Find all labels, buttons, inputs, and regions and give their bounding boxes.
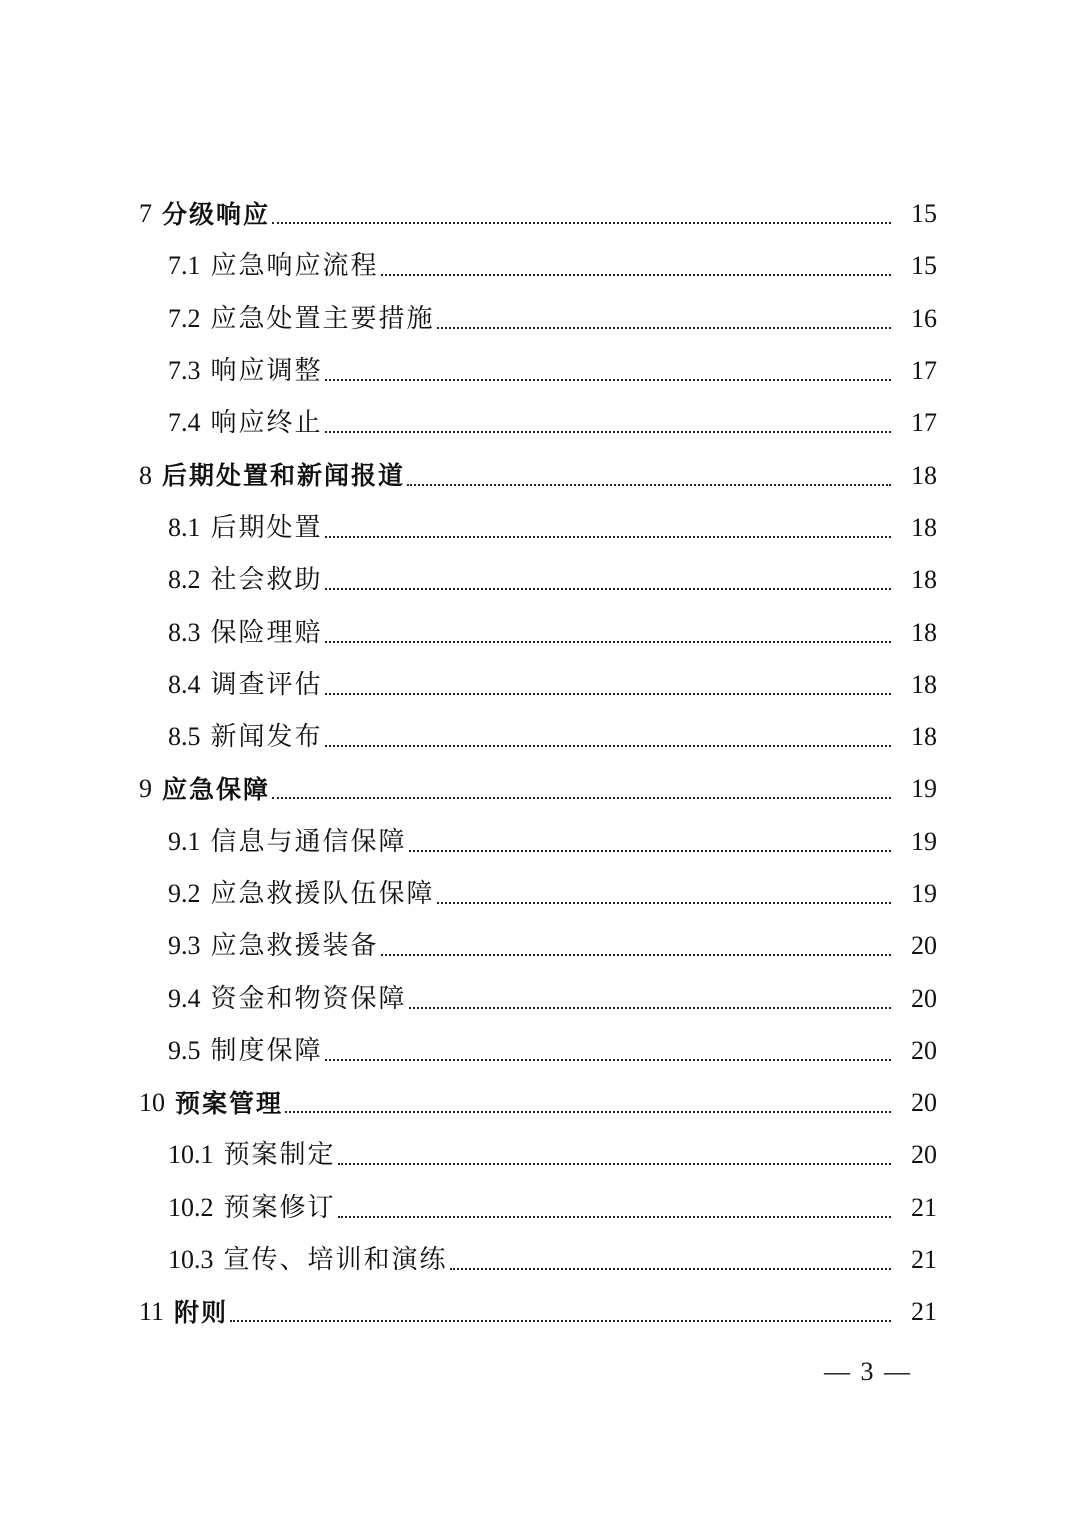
toc-entry[interactable] (0, 240, 1074, 292)
toc-entry-title: 新闻发布 (210, 722, 323, 752)
toc-entry-number: 7.3 (168, 356, 201, 386)
toc-entry-number: 10 (139, 1088, 165, 1118)
toc-entry[interactable] (0, 1182, 1074, 1234)
toc-entry-page: 19 (911, 879, 937, 908)
toc-entry-page: 18 (911, 460, 937, 490)
toc-entry-title: 资金和物资保障 (210, 983, 407, 1013)
toc-entry-title: 保险理赔 (210, 617, 323, 647)
toc-entry-number: 8.4 (168, 669, 201, 699)
toc-dot-leader (338, 1143, 891, 1165)
toc-entry-page: 18 (911, 722, 937, 752)
toc-dot-leader (338, 1196, 891, 1218)
toc-entry-number: 9 (139, 774, 152, 804)
toc-entry-number: 9.4 (168, 983, 201, 1013)
toc-entry-page: 20 (911, 1035, 937, 1065)
toc-entry[interactable] (0, 1077, 1074, 1129)
toc-entry-page: 16 (911, 303, 937, 333)
toc-entry[interactable] (0, 1129, 1074, 1181)
toc-entry-title: 应急救援装备 (210, 931, 379, 961)
toc-entry[interactable] (0, 606, 1074, 658)
toc-entry[interactable] (0, 711, 1074, 763)
page-number: — 3 — (824, 1357, 912, 1386)
toc-dot-leader (325, 411, 891, 433)
toc-entry-page: 15 (911, 251, 937, 281)
toc-entry-title: 信息与通信保障 (210, 826, 407, 856)
toc-entry-page: 19 (911, 826, 937, 856)
toc-dot-leader (325, 516, 891, 538)
toc-dot-leader (325, 725, 891, 747)
toc-dot-leader (230, 1300, 891, 1322)
toc-dot-leader (381, 934, 891, 956)
toc-dot-leader (437, 882, 891, 904)
toc-entry-page: 20 (911, 1140, 937, 1170)
toc-entry-page: 15 (911, 199, 937, 229)
toc-entry-page: 19 (911, 774, 937, 804)
toc-entry-page: 17 (911, 356, 937, 386)
toc-entry[interactable] (0, 397, 1074, 449)
table-of-contents (0, 188, 1074, 1339)
toc-entry[interactable] (0, 345, 1074, 397)
toc-dot-leader (381, 254, 891, 276)
toc-entry-title: 预案管理 (175, 1088, 284, 1118)
toc-entry[interactable] (0, 554, 1074, 606)
toc-entry-title: 响应终止 (210, 408, 323, 438)
toc-entry-number: 8 (139, 460, 152, 490)
toc-entry-number: 10.3 (168, 1245, 214, 1275)
toc-entry-title: 制度保障 (210, 1035, 323, 1065)
toc-entry-title: 附则 (174, 1297, 229, 1327)
toc-entry[interactable] (0, 972, 1074, 1024)
toc-entry-page: 20 (911, 1088, 937, 1118)
toc-entry-number: 7.4 (168, 408, 201, 438)
toc-entry[interactable] (0, 1025, 1074, 1077)
toc-entry-number: 8.2 (168, 565, 201, 595)
toc-dot-leader (285, 1091, 891, 1113)
toc-dot-leader (409, 830, 891, 852)
toc-entry[interactable] (0, 763, 1074, 815)
toc-entry-page: 17 (911, 408, 937, 438)
toc-entry-page: 20 (911, 983, 937, 1013)
toc-dot-leader (325, 359, 891, 381)
toc-entry-page: 21 (911, 1192, 937, 1222)
toc-dot-leader (272, 202, 891, 224)
toc-dot-leader (325, 673, 891, 695)
toc-entry-number: 7.1 (168, 251, 201, 281)
toc-entry-page: 20 (911, 931, 937, 961)
toc-entry-title: 社会救助 (210, 565, 323, 595)
toc-entry-title: 应急救援队伍保障 (210, 879, 435, 908)
toc-entry-title: 预案制定 (223, 1140, 336, 1170)
toc-entry-number: 10.1 (168, 1140, 214, 1170)
toc-entry-title: 分级响应 (162, 199, 271, 229)
toc-entry-number: 8.1 (168, 512, 201, 542)
toc-entry-number: 9.5 (168, 1035, 201, 1065)
toc-entry[interactable] (0, 1234, 1074, 1286)
toc-entry[interactable] (0, 449, 1074, 501)
toc-entry[interactable] (0, 188, 1074, 240)
toc-entry-title: 宣传、培训和演练 (223, 1245, 448, 1275)
toc-entry-page: 21 (911, 1297, 937, 1327)
toc-entry[interactable] (0, 1286, 1074, 1338)
toc-dot-leader (325, 621, 891, 643)
toc-entry[interactable] (0, 659, 1074, 711)
toc-dot-leader (325, 568, 891, 590)
toc-entry-number: 8.3 (168, 617, 201, 647)
toc-entry-title: 后期处置和新闻报道 (162, 461, 406, 491)
toc-entry-number: 9.3 (168, 931, 201, 961)
toc-dot-leader (450, 1248, 891, 1270)
toc-entry-title: 预案修订 (223, 1192, 336, 1222)
toc-entry-page: 18 (911, 617, 937, 647)
toc-dot-leader (325, 1039, 891, 1061)
toc-entry-title: 应急处置主要措施 (210, 303, 435, 333)
toc-entry[interactable] (0, 920, 1074, 972)
toc-entry[interactable] (0, 502, 1074, 554)
toc-entry-title: 后期处置 (210, 512, 323, 542)
toc-entry-number: 9.1 (168, 826, 201, 856)
toc-entry-page: 18 (911, 512, 937, 542)
toc-entry-page: 21 (911, 1245, 937, 1275)
toc-entry[interactable] (0, 868, 1074, 920)
toc-entry-number: 10.2 (168, 1192, 214, 1222)
toc-entry[interactable] (0, 293, 1074, 345)
toc-dot-leader (272, 777, 891, 799)
toc-entry-title: 响应调整 (210, 356, 323, 386)
toc-entry-page: 18 (911, 669, 937, 699)
toc-entry-number: 7 (139, 199, 152, 229)
toc-dot-leader (409, 987, 891, 1009)
toc-entry-title: 应急保障 (162, 774, 271, 804)
toc-entry-number: 9.2 (168, 879, 201, 908)
toc-entry-title: 应急响应流程 (210, 251, 379, 281)
toc-entry[interactable] (0, 816, 1074, 868)
toc-dot-leader (407, 464, 891, 486)
toc-entry-title: 调查评估 (210, 669, 323, 699)
toc-dot-leader (437, 307, 891, 329)
toc-entry-number: 7.2 (168, 303, 201, 333)
toc-entry-number: 8.5 (168, 722, 201, 752)
toc-entry-page: 18 (911, 565, 937, 595)
toc-entry-number: 11 (139, 1297, 165, 1327)
